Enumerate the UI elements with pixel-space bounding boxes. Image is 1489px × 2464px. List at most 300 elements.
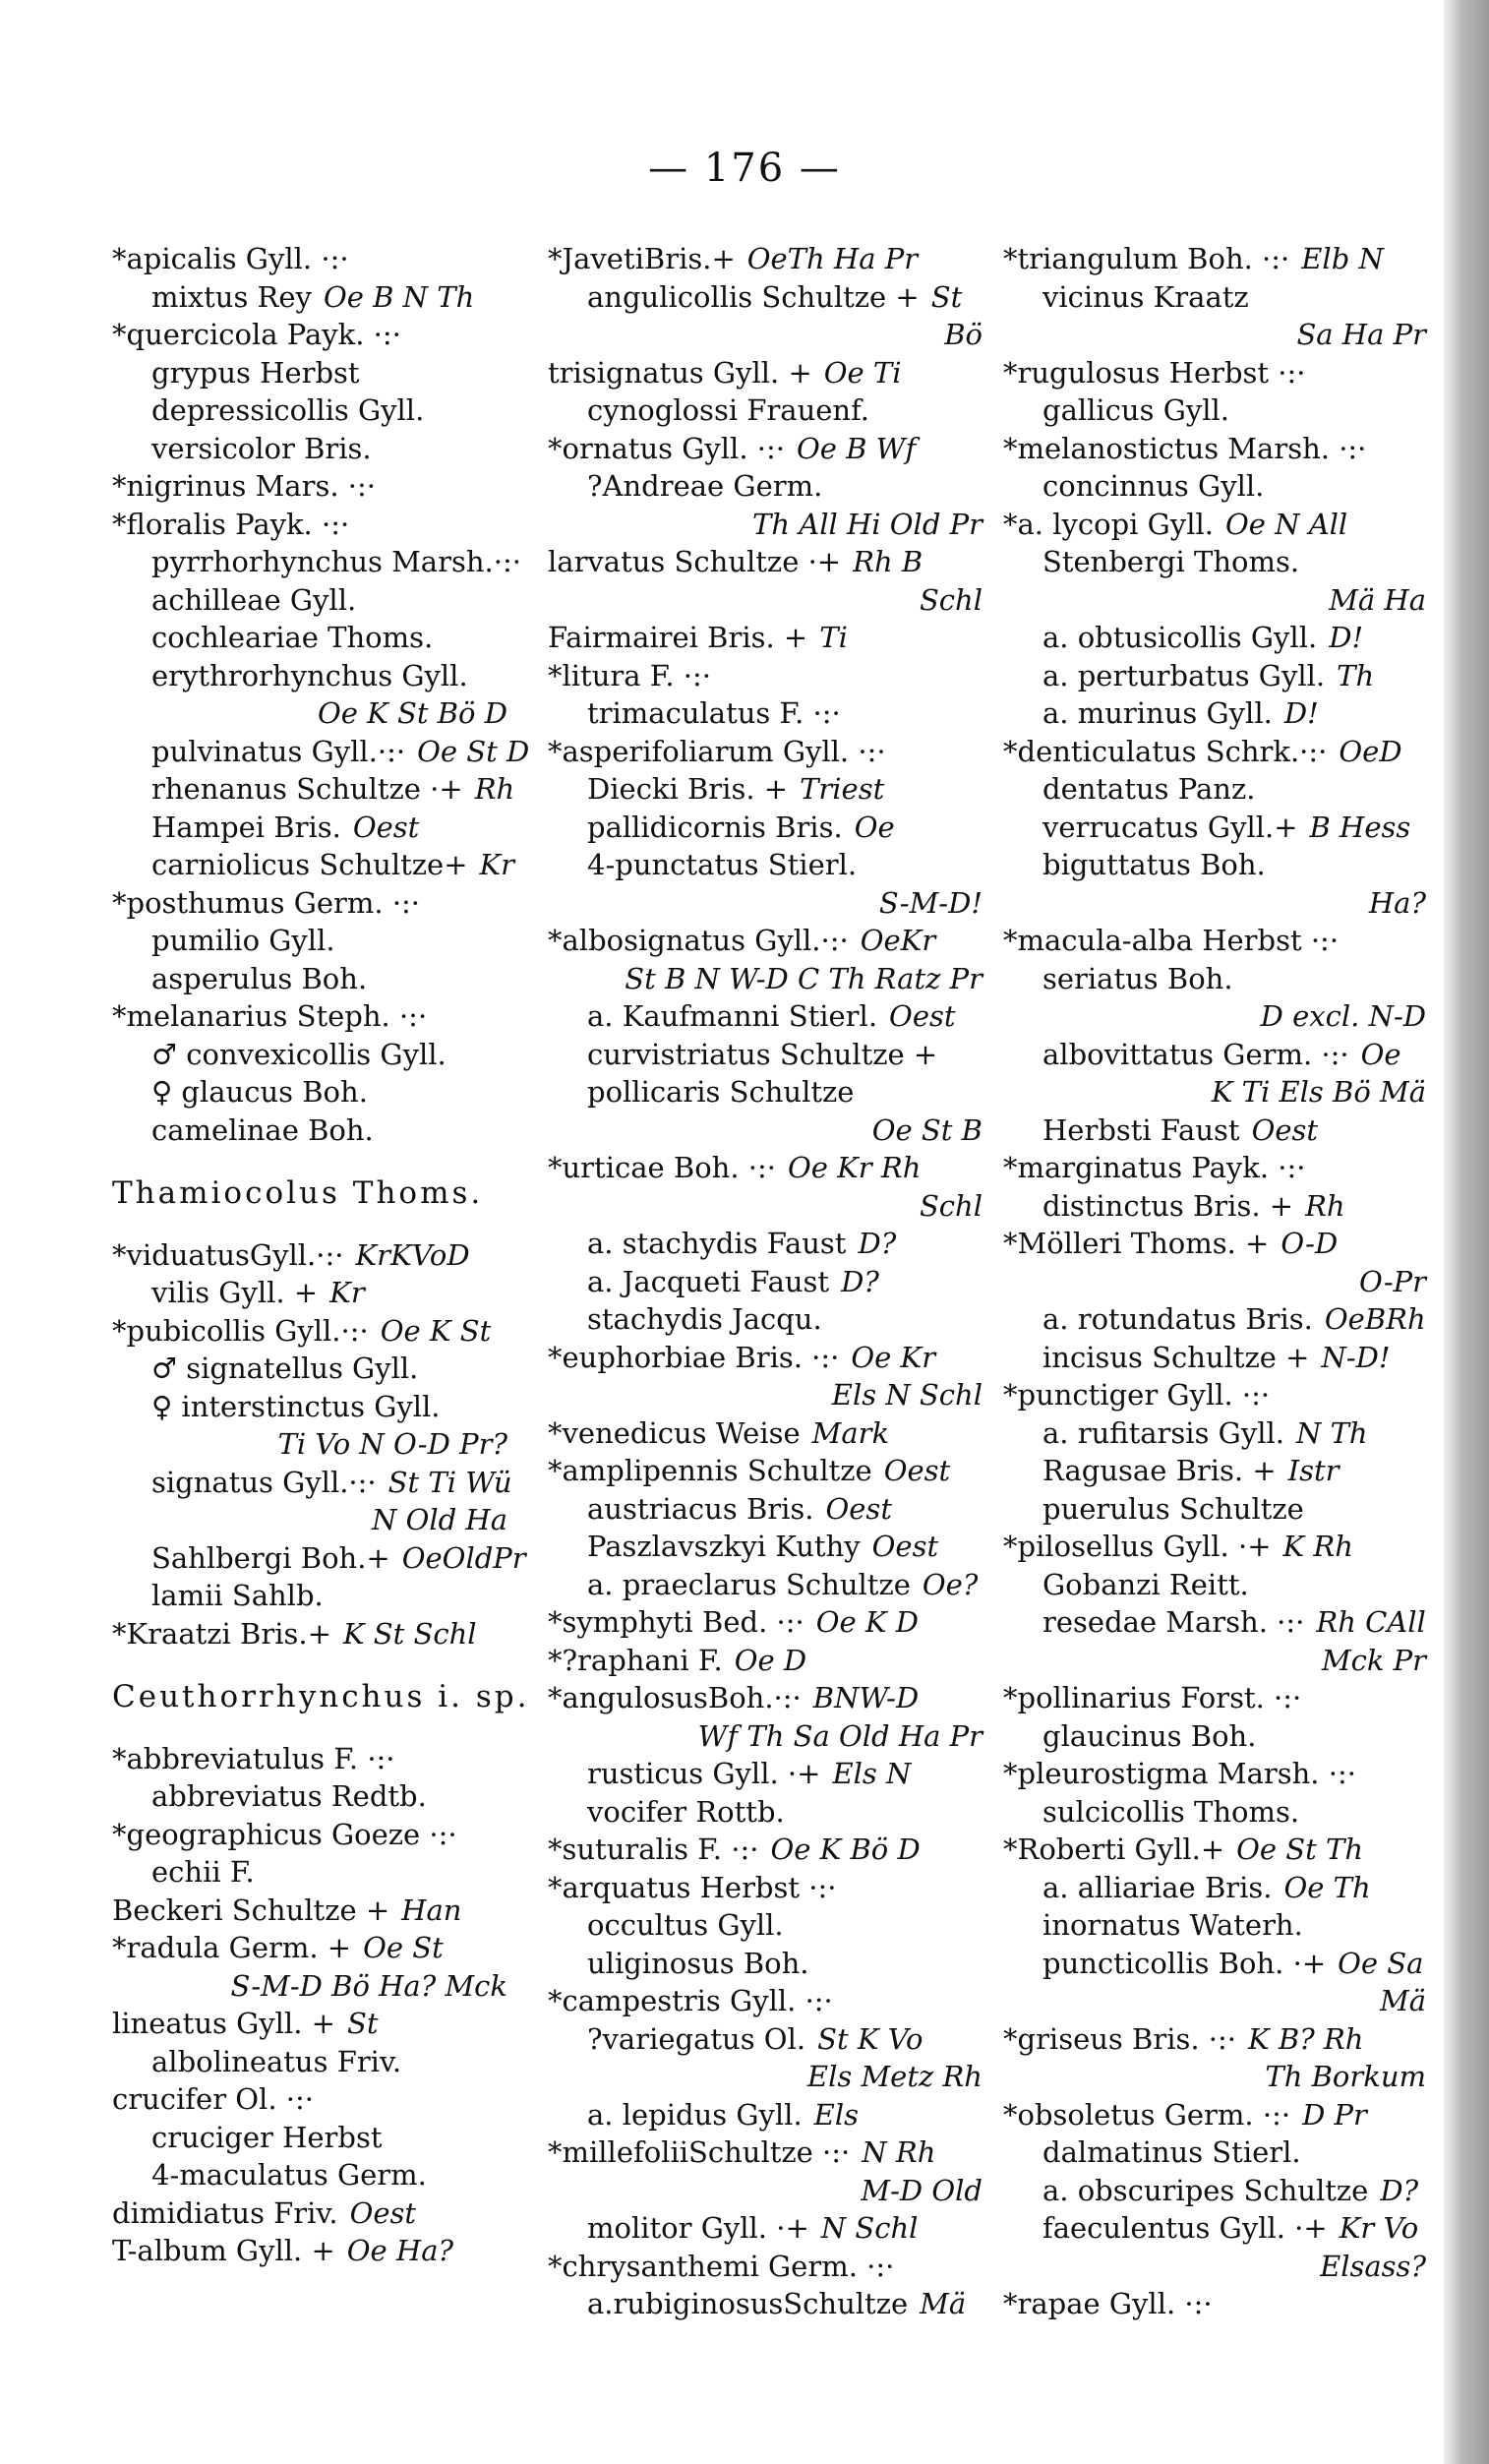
species-name: rhenanus Schultze ·+ bbox=[151, 772, 463, 806]
species-entry bbox=[548, 770, 983, 809]
species-entry bbox=[1003, 1073, 1426, 1112]
distribution-abbrev: Ha? bbox=[1368, 885, 1426, 920]
distribution-abbrev: Oe K D bbox=[815, 1605, 920, 1639]
species-entry bbox=[112, 316, 507, 354]
species-name: verrucatus Gyll.+ bbox=[1042, 810, 1298, 844]
species-entry bbox=[548, 1566, 983, 1604]
species-name: a. lepidus Gyll. bbox=[587, 2097, 803, 2132]
species-entry bbox=[1003, 1906, 1426, 1945]
species-entry bbox=[1003, 1528, 1426, 1566]
distribution-abbrev: Oe St bbox=[363, 1931, 444, 1964]
species-name: faeculentus Gyll. ·+ bbox=[1042, 2211, 1328, 2245]
species-name: *angulosusBoh.·:· bbox=[548, 1681, 802, 1714]
species-entry bbox=[112, 1816, 507, 1854]
species-name: pulvinatus Gyll.·:· bbox=[151, 734, 406, 768]
species-entry bbox=[112, 2194, 507, 2233]
species-entry bbox=[548, 1187, 983, 1226]
distribution-abbrev: Kr bbox=[479, 848, 515, 881]
species-entry bbox=[112, 1112, 507, 1150]
species-name: *Mölleri Thoms. + bbox=[1003, 1227, 1270, 1260]
distribution-abbrev: BNW-D bbox=[812, 1681, 920, 1714]
species-name: a. obscuripes Schultze bbox=[1042, 2173, 1369, 2207]
species-name: ♂ convexicollis Gyll. bbox=[151, 1037, 447, 1071]
distribution-abbrev: Oe St Th bbox=[1236, 1833, 1364, 1866]
distribution-abbrev: Oe? bbox=[922, 1567, 979, 1601]
distribution-abbrev: OeOldPr bbox=[401, 1540, 526, 1575]
species-entry bbox=[112, 278, 507, 317]
species-name: *punctiger Gyll. ·:· bbox=[1003, 1378, 1271, 1412]
species-entry bbox=[112, 1892, 507, 1930]
species-name: Stenbergi Thoms. bbox=[1042, 545, 1300, 578]
distribution-abbrev: Ti Vo N O-D Pr? bbox=[277, 1427, 507, 1461]
species-entry bbox=[1003, 922, 1426, 960]
species-name: dentatus Panz. bbox=[1042, 772, 1256, 806]
species-name: glaucinus Boh. bbox=[1042, 1718, 1257, 1753]
species-entry bbox=[1003, 2058, 1426, 2096]
species-entry bbox=[548, 1793, 983, 1832]
distribution-abbrev: St K Vo bbox=[817, 2021, 923, 2056]
species-entry bbox=[548, 2020, 983, 2059]
species-name: *marginatus Payk. ·:· bbox=[1003, 1151, 1306, 1184]
species-entry bbox=[1003, 467, 1426, 506]
species-entry bbox=[112, 1073, 507, 1112]
species-entry bbox=[112, 240, 507, 278]
species-entry bbox=[1003, 1755, 1426, 1793]
genus-name: Ceuthorrhynchus i. sp. bbox=[112, 1679, 530, 1714]
species-name: inornatus Waterh. bbox=[1042, 1908, 1303, 1942]
column-3 bbox=[1003, 240, 1426, 2323]
distribution-abbrev: Triest bbox=[800, 772, 885, 806]
species-entry bbox=[548, 1112, 983, 1150]
species-entry bbox=[1003, 2285, 1426, 2323]
species-name: *albosignatus Gyll.·:· bbox=[548, 924, 849, 957]
species-name: *floralis Payk. ·:· bbox=[112, 507, 350, 541]
distribution-abbrev: KrKVoD bbox=[355, 1237, 470, 1272]
species-name: Fairmairei Bris. + bbox=[548, 621, 808, 654]
distribution-abbrev: Kr Vo bbox=[1339, 2211, 1419, 2245]
species-entry bbox=[548, 240, 983, 278]
species-name: *venedicus Weise bbox=[548, 1415, 801, 1450]
species-name: abbreviatus Redtb. bbox=[151, 1779, 427, 1813]
distribution-abbrev: N Rh bbox=[862, 2135, 936, 2169]
distribution-abbrev: N Th bbox=[1296, 1415, 1368, 1450]
species-name: *denticulatus Schrk.·:· bbox=[1003, 734, 1328, 768]
species-entry bbox=[548, 1755, 983, 1793]
species-name: cochleariae Thoms. bbox=[151, 621, 434, 654]
species-name: a. Jacqueti Faust bbox=[587, 1264, 830, 1298]
species-name: *Roberti Gyll.+ bbox=[1003, 1833, 1225, 1866]
distribution-abbrev: D? bbox=[841, 1264, 879, 1298]
species-entry bbox=[1003, 694, 1426, 733]
species-entry bbox=[112, 2043, 507, 2081]
species-name: *apicalis Gyll. ·:· bbox=[112, 242, 349, 275]
section-heading bbox=[112, 1678, 530, 1716]
species-entry bbox=[1003, 1036, 1426, 1074]
species-name: trimaculatus F. ·:· bbox=[587, 696, 841, 730]
species-name: a. alliariae Bris. bbox=[1042, 1870, 1273, 1904]
distribution-abbrev: N-D! bbox=[1321, 1340, 1391, 1374]
distribution-abbrev: Oe K Bö D bbox=[770, 1833, 921, 1866]
species-name: ?Andreae Germ. bbox=[587, 469, 823, 503]
species-entry bbox=[1003, 1339, 1426, 1377]
species-entry bbox=[112, 543, 521, 581]
distribution-abbrev: Oest bbox=[889, 999, 956, 1033]
distribution-abbrev: Th All Hi Old Pr bbox=[752, 507, 983, 541]
species-entry bbox=[112, 922, 507, 960]
species-entry bbox=[548, 506, 983, 544]
distribution-abbrev: Rh CAll bbox=[1316, 1605, 1426, 1639]
species-entry bbox=[548, 1073, 983, 1112]
species-name: trisignatus Gyll. + bbox=[548, 355, 812, 390]
species-name: *a. lycopi Gyll. bbox=[1003, 507, 1214, 541]
distribution-abbrev: O-D bbox=[1281, 1227, 1339, 1260]
distribution-abbrev: N Old Ha bbox=[371, 1503, 507, 1536]
distribution-abbrev: D? bbox=[858, 1227, 897, 1260]
species-name: dimidiatus Friv. bbox=[112, 2195, 338, 2230]
distribution-abbrev: OeKr bbox=[860, 924, 936, 957]
species-entry bbox=[548, 2133, 983, 2172]
distribution-abbrev: Schl bbox=[919, 582, 983, 617]
species-name: cynoglossi Frauenf. bbox=[587, 393, 870, 427]
species-name: puerulus Schultze bbox=[1042, 1491, 1304, 1526]
species-entry bbox=[112, 354, 507, 392]
species-name: *symphyti Bed. ·:· bbox=[548, 1605, 804, 1639]
distribution-abbrev: Els Metz Rh bbox=[806, 2060, 983, 2093]
species-entry bbox=[548, 1490, 983, 1529]
species-entry bbox=[112, 2005, 507, 2043]
species-entry bbox=[1003, 1187, 1426, 1226]
species-entry bbox=[548, 467, 983, 506]
species-entry bbox=[112, 2232, 507, 2270]
species-name: *litura F. ·:· bbox=[548, 658, 711, 692]
distribution-abbrev: Oest bbox=[825, 1491, 892, 1526]
species-entry bbox=[548, 2209, 983, 2248]
species-entry bbox=[1003, 1490, 1426, 1529]
distribution-abbrev: Oe Sa bbox=[1338, 1946, 1424, 1980]
species-name: 4-maculatus Germ. bbox=[151, 2158, 427, 2192]
species-entry bbox=[112, 1388, 507, 1426]
species-entry bbox=[112, 1425, 507, 1464]
distribution-abbrev: Bö bbox=[944, 318, 983, 351]
distribution-abbrev: Oe bbox=[854, 810, 895, 844]
species-entry bbox=[548, 2058, 983, 2096]
species-name: *rugulosus Herbst ·:· bbox=[1003, 355, 1306, 390]
species-name: *pubicollis Gyll.·:· bbox=[112, 1313, 369, 1348]
species-name: *melanostictus Marsh. ·:· bbox=[1003, 431, 1367, 465]
distribution-abbrev: Ti bbox=[819, 621, 848, 654]
species-name: *viduatusGyll.·:· bbox=[112, 1237, 344, 1272]
species-name: *abbreviatulus F. ·:· bbox=[112, 1741, 395, 1775]
distribution-abbrev: D? bbox=[1380, 2173, 1419, 2207]
species-name: *millefoliiSchultze ·:· bbox=[548, 2135, 851, 2169]
species-name: lamii Sahlb. bbox=[151, 1579, 324, 1612]
species-entry bbox=[112, 581, 507, 620]
species-name: *griseus Bris. ·:· bbox=[1003, 2021, 1236, 2056]
species-entry bbox=[112, 467, 507, 506]
species-entry bbox=[1003, 2172, 1426, 2210]
species-entry bbox=[1003, 1869, 1426, 1907]
distribution-abbrev: Oe bbox=[1360, 1037, 1401, 1071]
section-heading bbox=[112, 1174, 507, 1213]
distribution-abbrev: Rh B bbox=[853, 545, 923, 578]
species-entry bbox=[1003, 391, 1426, 430]
species-name: sulcicollis Thoms. bbox=[1042, 1794, 1300, 1829]
species-name: *amplipennis Schultze bbox=[548, 1454, 872, 1487]
species-name: *ornatus Gyll. ·:· bbox=[548, 431, 785, 465]
distribution-abbrev: K B? Rh bbox=[1248, 2021, 1364, 2056]
species-entry bbox=[1003, 316, 1426, 354]
species-entry bbox=[1003, 1679, 1426, 1717]
species-entry bbox=[548, 1036, 983, 1074]
species-entry bbox=[548, 1603, 983, 1642]
species-entry bbox=[1003, 2020, 1426, 2059]
species-entry bbox=[1003, 619, 1426, 657]
species-name: vilis Gyll. + bbox=[151, 1276, 319, 1309]
species-name: *suturalis F. ·:· bbox=[548, 1833, 759, 1866]
species-entry bbox=[112, 1615, 507, 1653]
distribution-abbrev: Oe Kr bbox=[851, 1340, 936, 1374]
species-entry bbox=[548, 2096, 983, 2134]
species-name: vocifer Rottb. bbox=[587, 1794, 785, 1829]
distribution-abbrev: Oest bbox=[883, 1454, 951, 1487]
species-name: versicolor Bris. bbox=[151, 431, 372, 465]
species-entry bbox=[548, 543, 983, 581]
species-entry bbox=[1003, 1831, 1426, 1869]
species-entry bbox=[112, 884, 507, 923]
distribution-abbrev: Istr bbox=[1287, 1454, 1340, 1487]
species-entry bbox=[112, 657, 507, 695]
species-name: distinctus Bris. + bbox=[1042, 1188, 1294, 1223]
species-entry bbox=[112, 2119, 507, 2157]
species-entry bbox=[1003, 770, 1426, 809]
page-edge-shadow bbox=[1444, 0, 1489, 2464]
species-entry bbox=[1003, 2096, 1426, 2134]
species-name: ♀ interstinctus Gyll. bbox=[151, 1389, 441, 1423]
distribution-abbrev: Oe Ti bbox=[823, 355, 902, 390]
distribution-abbrev: Oest bbox=[352, 810, 420, 844]
species-entry bbox=[112, 1501, 507, 1539]
species-entry bbox=[1003, 997, 1426, 1036]
species-entry bbox=[548, 1225, 983, 1263]
distribution-abbrev: St B N W-D C Th Ratz Pr bbox=[625, 961, 983, 995]
distribution-abbrev: K St Schl bbox=[342, 1616, 477, 1651]
species-name: *asperifoliarum Gyll. ·:· bbox=[548, 734, 886, 768]
species-name: crucifer Ol. ·:· bbox=[112, 2082, 314, 2116]
species-entry bbox=[1003, 1112, 1426, 1150]
species-name: a. perturbatus Gyll. bbox=[1042, 658, 1326, 692]
species-name: *Kraatzi Bris.+ bbox=[112, 1616, 331, 1651]
species-entry bbox=[548, 997, 983, 1036]
species-name: albovittatus Germ. ·:· bbox=[1042, 1037, 1349, 1071]
distribution-abbrev: Oest bbox=[871, 1530, 939, 1563]
species-entry bbox=[112, 1740, 507, 1778]
species-name: gallicus Gyll. bbox=[1042, 393, 1230, 427]
species-name: a. rotundatus Bris. bbox=[1042, 1302, 1313, 1336]
species-name: *radula Germ. + bbox=[112, 1931, 352, 1964]
species-entry bbox=[1003, 1300, 1426, 1339]
species-entry bbox=[1003, 506, 1426, 544]
species-entry bbox=[112, 2080, 507, 2119]
species-entry bbox=[112, 1539, 526, 1578]
species-entry bbox=[548, 430, 983, 468]
species-entry bbox=[1003, 1603, 1426, 1642]
species-name: vicinus Kraatz bbox=[1042, 279, 1249, 314]
distribution-abbrev: Th Borkum bbox=[1265, 2060, 1426, 2093]
distribution-abbrev: Oe N All bbox=[1224, 507, 1348, 541]
species-name: signatus Gyll.·:· bbox=[151, 1465, 377, 1499]
species-entry bbox=[1003, 1414, 1426, 1453]
species-name: camelinae Boh. bbox=[151, 1112, 374, 1147]
species-entry bbox=[548, 809, 983, 847]
species-entry bbox=[548, 1869, 983, 1907]
species-entry bbox=[112, 1464, 512, 1502]
species-name: *triangulum Boh. ·:· bbox=[1003, 242, 1290, 275]
species-name: cruciger Herbst bbox=[151, 2120, 383, 2154]
species-name: pyrrhorhynchus Marsh.·:· bbox=[151, 545, 521, 578]
species-entry bbox=[112, 809, 507, 847]
distribution-abbrev: N Schl bbox=[820, 2211, 919, 2245]
species-entry bbox=[1003, 1793, 1426, 1832]
distribution-abbrev: OeBRh bbox=[1324, 1302, 1426, 1336]
species-name: Diecki Bris. + bbox=[587, 772, 789, 806]
species-name: occultus Gyll. bbox=[587, 1908, 784, 1942]
distribution-abbrev: Rh bbox=[474, 772, 515, 806]
species-entry bbox=[112, 1350, 507, 1388]
species-entry bbox=[548, 581, 983, 620]
species-name: resedae Marsh. ·:· bbox=[1042, 1605, 1305, 1639]
species-entry bbox=[548, 1982, 983, 2020]
distribution-abbrev: B Hess bbox=[1309, 810, 1411, 844]
species-entry bbox=[1003, 809, 1426, 847]
species-entry bbox=[548, 1717, 983, 1756]
species-name: T-album Gyll. + bbox=[112, 2234, 335, 2267]
distribution-abbrev: D! bbox=[1283, 696, 1319, 730]
species-entry bbox=[548, 1528, 983, 1566]
distribution-abbrev: Oe K St Bö D bbox=[317, 696, 507, 730]
distribution-abbrev: D! bbox=[1329, 621, 1364, 654]
species-entry bbox=[548, 733, 983, 771]
species-name: *quercicola Payk. ·:· bbox=[112, 318, 401, 351]
species-entry bbox=[548, 619, 983, 657]
genus-name: Thamiocolus Thoms. bbox=[112, 1175, 484, 1211]
species-entry bbox=[548, 316, 983, 354]
species-entry bbox=[548, 1339, 983, 1377]
species-entry bbox=[1003, 1149, 1426, 1187]
species-entry bbox=[548, 1263, 983, 1301]
species-entry bbox=[1003, 846, 1426, 884]
species-entry bbox=[548, 884, 983, 923]
species-entry bbox=[548, 2248, 983, 2286]
species-entry bbox=[112, 1274, 507, 1312]
species-entry bbox=[112, 391, 507, 430]
species-entry bbox=[112, 960, 507, 998]
species-entry bbox=[548, 1945, 983, 1983]
species-entry bbox=[548, 1679, 983, 1717]
column-2 bbox=[548, 240, 983, 2323]
distribution-abbrev: Elb N bbox=[1301, 242, 1384, 275]
distribution-abbrev: St bbox=[930, 279, 963, 314]
distribution-abbrev: Oe B N Th bbox=[323, 279, 475, 314]
species-name: rusticus Gyll. ·+ bbox=[587, 1757, 821, 1790]
species-name: *geographicus Goeze ·:· bbox=[112, 1817, 457, 1851]
species-name: *JavetiBris.+ bbox=[548, 242, 736, 275]
species-entry bbox=[548, 1149, 983, 1187]
species-name: larvatus Schultze ·+ bbox=[548, 545, 842, 578]
species-name: ♂ signatellus Gyll. bbox=[151, 1352, 419, 1385]
species-entry bbox=[548, 922, 983, 960]
species-entry bbox=[1003, 240, 1426, 278]
species-name: a. rufitarsis Gyll. bbox=[1042, 1415, 1284, 1450]
distribution-abbrev: Kr bbox=[329, 1276, 365, 1309]
species-name: Paszlavszkyi Kuthy bbox=[587, 1530, 861, 1563]
species-name: mixtus Rey bbox=[151, 279, 312, 314]
species-name: Beckeri Schultze + bbox=[112, 1893, 390, 1927]
distribution-abbrev: M-D Old bbox=[861, 2173, 983, 2207]
species-entry bbox=[548, 354, 983, 392]
species-entry bbox=[1003, 960, 1426, 998]
distribution-abbrev: S-M-D! bbox=[878, 885, 983, 920]
species-name: carniolicus Schultze+ bbox=[151, 848, 468, 881]
species-entry bbox=[548, 1300, 983, 1339]
species-name: 4-punctatus Stierl. bbox=[587, 848, 858, 881]
distribution-abbrev: D excl. N-D bbox=[1260, 999, 1426, 1033]
species-entry bbox=[548, 1906, 983, 1945]
species-entry bbox=[1003, 1376, 1426, 1414]
species-entry bbox=[112, 506, 507, 544]
distribution-abbrev: Oe Ha? bbox=[346, 2234, 454, 2267]
species-name: *campestris Gyll. ·:· bbox=[548, 1984, 833, 2017]
species-entry bbox=[112, 1036, 507, 1074]
species-name: a. obtusicollis Gyll. bbox=[1042, 621, 1318, 654]
species-name: biguttatus Boh. bbox=[1042, 848, 1266, 881]
species-entry bbox=[112, 1929, 507, 1967]
species-name: *chrysanthemi Germ. ·:· bbox=[548, 2249, 895, 2283]
species-entry bbox=[548, 846, 983, 884]
species-name: pallidicornis Bris. bbox=[587, 810, 843, 844]
species-name: Herbsti Faust bbox=[1042, 1112, 1240, 1147]
species-entry bbox=[1003, 354, 1426, 392]
species-name: a. Kaufmanni Stierl. bbox=[587, 999, 878, 1033]
distribution-abbrev: Wf Th Sa Old Ha Pr bbox=[697, 1718, 983, 1753]
species-name: Hampei Bris. bbox=[151, 810, 341, 844]
distribution-abbrev: Oest bbox=[1251, 1112, 1319, 1147]
species-name: puncticollis Boh. ·+ bbox=[1042, 1946, 1327, 1980]
distribution-abbrev: Els bbox=[813, 2097, 859, 2132]
distribution-abbrev: Oe St D bbox=[417, 734, 530, 768]
distribution-abbrev: Oe D bbox=[734, 1643, 807, 1677]
page-number: — 176 — bbox=[648, 146, 841, 191]
species-entry bbox=[1003, 1263, 1426, 1301]
species-name: a.rubiginosusSchultze bbox=[587, 2287, 909, 2320]
species-entry bbox=[112, 1777, 507, 1816]
species-name: angulicollis Schultze + bbox=[587, 279, 920, 314]
species-entry bbox=[548, 1452, 983, 1490]
species-name: *melanarius Steph. ·:· bbox=[112, 999, 428, 1033]
species-entry bbox=[1003, 1642, 1426, 1680]
species-name: a. murinus Gyll. bbox=[1042, 696, 1273, 730]
species-name: *?raphani F. bbox=[548, 1643, 723, 1677]
species-entry bbox=[112, 619, 507, 657]
distribution-abbrev: Oe B Wf bbox=[796, 431, 917, 465]
species-entry bbox=[548, 657, 983, 695]
species-entry bbox=[1003, 1717, 1426, 1756]
species-entry bbox=[548, 694, 983, 733]
species-entry bbox=[112, 1967, 507, 2006]
distribution-abbrev: O-Pr bbox=[1358, 1264, 1426, 1298]
species-name: achilleae Gyll. bbox=[151, 582, 357, 617]
distribution-abbrev: OeD bbox=[1339, 734, 1402, 768]
species-entry bbox=[112, 2156, 507, 2194]
